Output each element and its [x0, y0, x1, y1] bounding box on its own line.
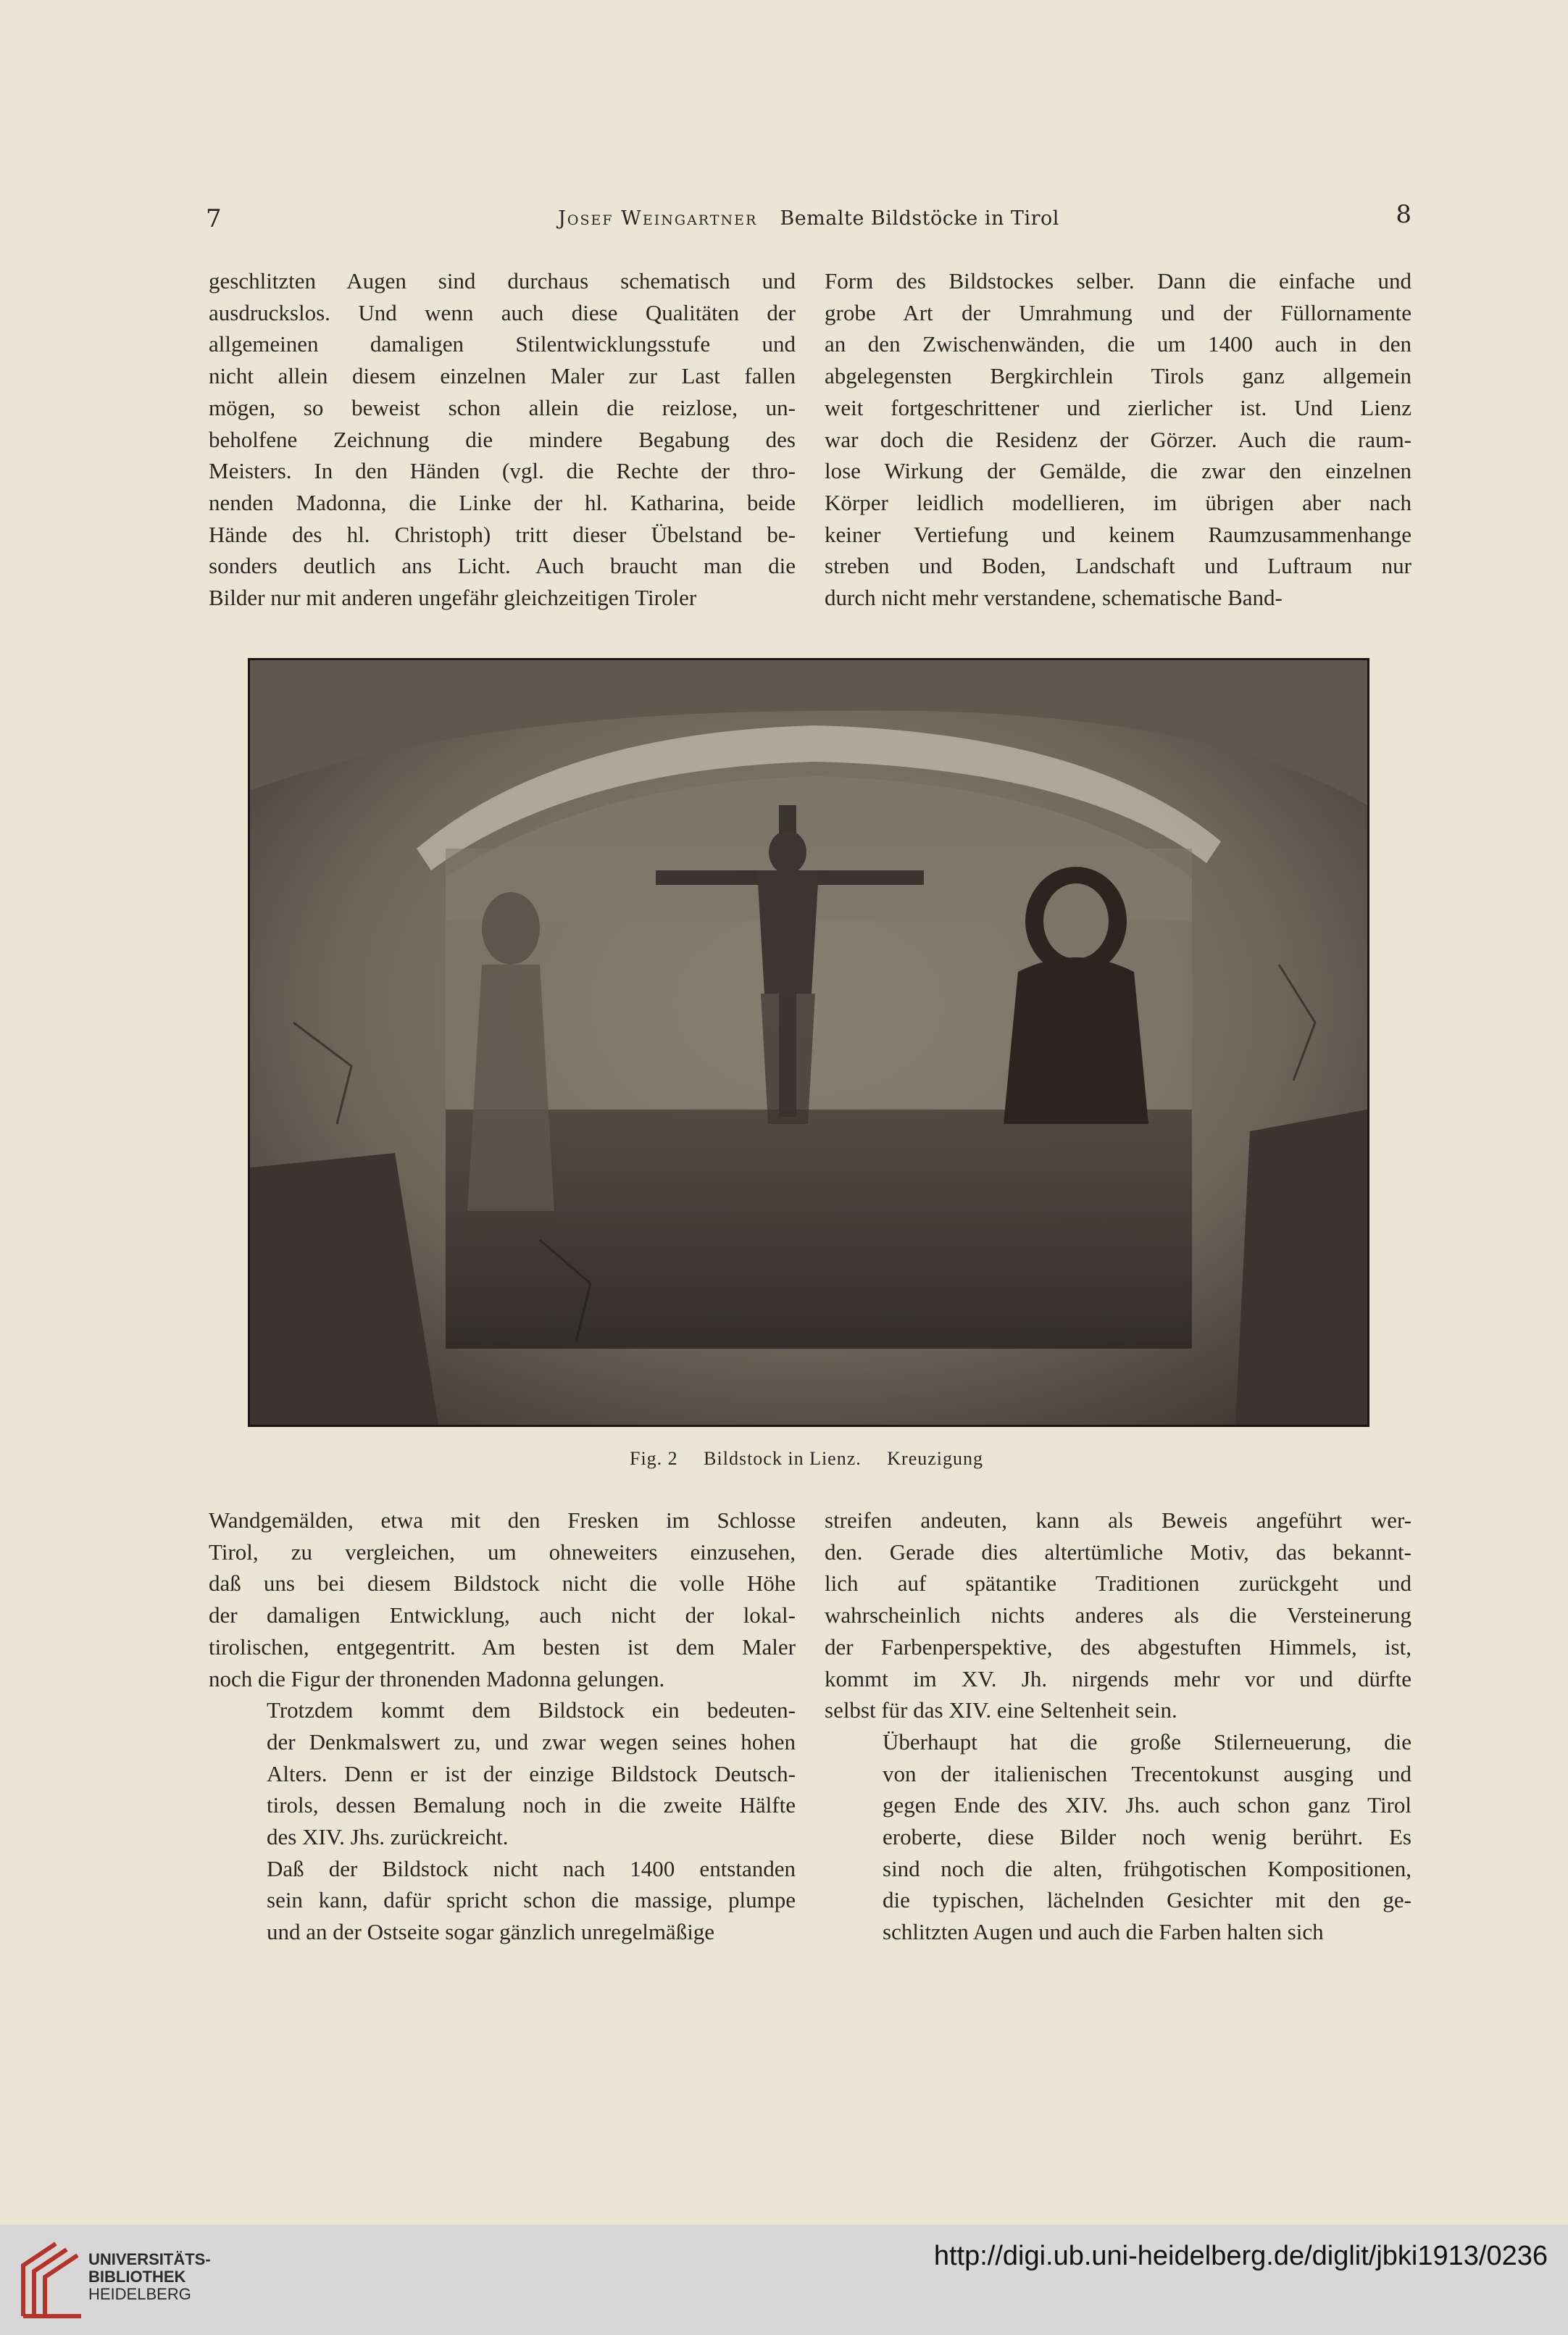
text-line: tirolischen, entgegentritt. Am besten ist dem Maler [209, 1633, 796, 1660]
running-header [206, 200, 1411, 236]
text-line: tirols, dessen Bemalung noch in die zweite Hälfte [267, 1792, 796, 1818]
text-line: weit fortgeschrittener und zierlicher ist. Und Lienz [825, 394, 1411, 420]
text-line: an den Zwischenwänden, die um 1400 auch in den [825, 331, 1411, 357]
text-line: Bilder nur mit anderen ungefähr gleichzeitigen Tiroler [209, 585, 697, 611]
text-line: geschlitzten Augen sind durchaus schematisch und [209, 268, 796, 294]
running-title [206, 207, 1411, 230]
figure-caption [248, 1448, 1365, 1470]
text-line: des XIV. Jhs. zurückreicht. [267, 1824, 509, 1850]
text-line: noch die Figur der thronenden Madonna gelungen. [209, 1665, 665, 1691]
figure-subject: Kreuzigung [887, 1448, 984, 1469]
text-line: ausdruckslos. Und wenn auch diese Qualitäten der [209, 299, 796, 325]
library-name-line: UNIVERSITÄTS- [88, 2250, 211, 2268]
text-line: streifen andeuten, kann als Beweis angeführt wer- [825, 1507, 1411, 1533]
text-line: lose Wirkung der Gemälde, die zwar den einzelnen [825, 458, 1411, 484]
text-line: daß uns bei diesem Bildstock nicht die volle Höhe [209, 1570, 796, 1597]
text-line: schlitzten Augen und auch die Farben halten sich [883, 1919, 1324, 1945]
text-line: sind noch die alten, frühgotischen Kompositionen, [883, 1855, 1411, 1881]
figure-place: Bildstock in Lienz. [704, 1448, 862, 1469]
paragraph [209, 1504, 796, 1694]
text-column-top-right [825, 265, 1411, 614]
figure-photograph [248, 658, 1369, 1427]
page-number-left: 7 [206, 204, 222, 233]
text-line: von der italienischen Trecentokunst ausging und [883, 1760, 1411, 1786]
library-logo-icon [16, 2236, 88, 2323]
figure-label: Fig. 2 [629, 1448, 678, 1469]
text-line: der damaligen Entwicklung, auch nicht der lokal- [209, 1602, 796, 1628]
text-line: die typischen, lächelnden Gesichter mit den ge- [883, 1887, 1411, 1913]
text-line: und an der Ostseite sogar gänzlich unregelmäßige [267, 1919, 715, 1945]
library-name [88, 2251, 211, 2303]
text-line: wahrscheinlich nichts anderes als die Versteinerung [825, 1602, 1411, 1628]
text-line: Form des Bildstockes selber. Dann die einfache und [825, 268, 1411, 294]
text-line: Meisters. In den Händen (vgl. die Rechte der thro- [209, 458, 796, 484]
paragraph [209, 1853, 796, 1948]
text-line: keiner Vertiefung und keinem Raumzusammenhange [825, 521, 1411, 547]
paragraph [209, 265, 796, 614]
page-number-right: 8 [1396, 200, 1411, 229]
paragraph [209, 1694, 796, 1853]
text-line: nenden Madonna, die Linke der hl. Katharina, beide [209, 489, 796, 515]
article-title: Bemalte Bildstöcke in Tirol [780, 207, 1059, 230]
text-column-bottom-left [209, 1504, 796, 1948]
text-line: eroberte, diese Bilder noch wenig berührt. Es [883, 1824, 1411, 1850]
library-name-line: HEIDELBERG [88, 2285, 191, 2303]
text-line: beholfene Zeichnung die mindere Begabung des [209, 426, 796, 452]
text-line: nicht allein diesem einzelnen Maler zur Last fallen [209, 363, 796, 389]
text-line: Daß der Bildstock nicht nach 1400 entstanden [267, 1855, 796, 1881]
text-line: kommt im XV. Jh. nirgends mehr vor und dürfte [825, 1665, 1411, 1691]
text-line: Wandgemälden, etwa mit den Fresken im Schlosse [209, 1507, 796, 1533]
paragraph [825, 1726, 1411, 1948]
text-column-top-left [209, 265, 796, 614]
library-name-line: BIBLIOTHEK [88, 2268, 186, 2286]
text-line: streben und Boden, Landschaft und Luftraum nur [825, 553, 1411, 579]
text-column-bottom-right [825, 1504, 1411, 1948]
text-line: allgemeinen damaligen Stilentwicklungsstufe und [209, 331, 796, 357]
text-line: Körper leidlich modellieren, im übrigen aber nach [825, 489, 1411, 515]
paragraph [825, 1504, 1411, 1726]
text-line: Hände des hl. Christoph) tritt dieser Übelstand be- [209, 521, 796, 547]
source-url-link[interactable]: http://digi.ub.uni-heidelberg.de/diglit/jbki1913/0236 [933, 2241, 1548, 2271]
text-line: der Denkmalswert zu, und zwar wegen seines hohen [267, 1728, 796, 1755]
text-line: abgelegensten Bergkirchlein Tirols ganz allgemein [825, 363, 1411, 389]
text-line: mögen, so beweist schon allein die reizlose, un- [209, 394, 796, 420]
text-line: lich auf spätantike Traditionen zurückgeht und [825, 1570, 1411, 1597]
text-line: durch nicht mehr verstandene, schematische Band- [825, 585, 1283, 611]
text-line: Trotzdem kommt dem Bildstock ein bedeuten- [267, 1697, 796, 1723]
paragraph [825, 265, 1411, 614]
text-line: sein kann, dafür spricht schon die massige, plumpe [267, 1887, 796, 1913]
text-line: grobe Art der Umrahmung und der Füllornamente [825, 299, 1411, 325]
text-line: der Farbenperspektive, des abgestuften Himmels, ist, [825, 1633, 1411, 1660]
text-line: sonders deutlich ans Licht. Auch braucht man die [209, 553, 796, 579]
text-line: den. Gerade dies altertümliche Motiv, das bekannt- [825, 1539, 1411, 1565]
text-line: Alters. Denn er ist der einzige Bildstock Deutsch- [267, 1760, 796, 1786]
text-line: selbst für das XIV. eine Seltenheit sein. [825, 1697, 1177, 1723]
crucifixion-fresco-image [250, 660, 1367, 1425]
text-line: Überhaupt hat die große Stilerneuerung, die [883, 1728, 1411, 1755]
text-line: Tirol, zu vergleichen, um ohneweiters einzusehen, [209, 1539, 796, 1565]
author-name: Josef Weingartner [558, 207, 758, 230]
text-line: war doch die Residenz der Görzer. Auch die raum- [825, 426, 1411, 452]
text-line: gegen Ende des XIV. Jhs. auch schon ganz Tirol [883, 1792, 1411, 1818]
